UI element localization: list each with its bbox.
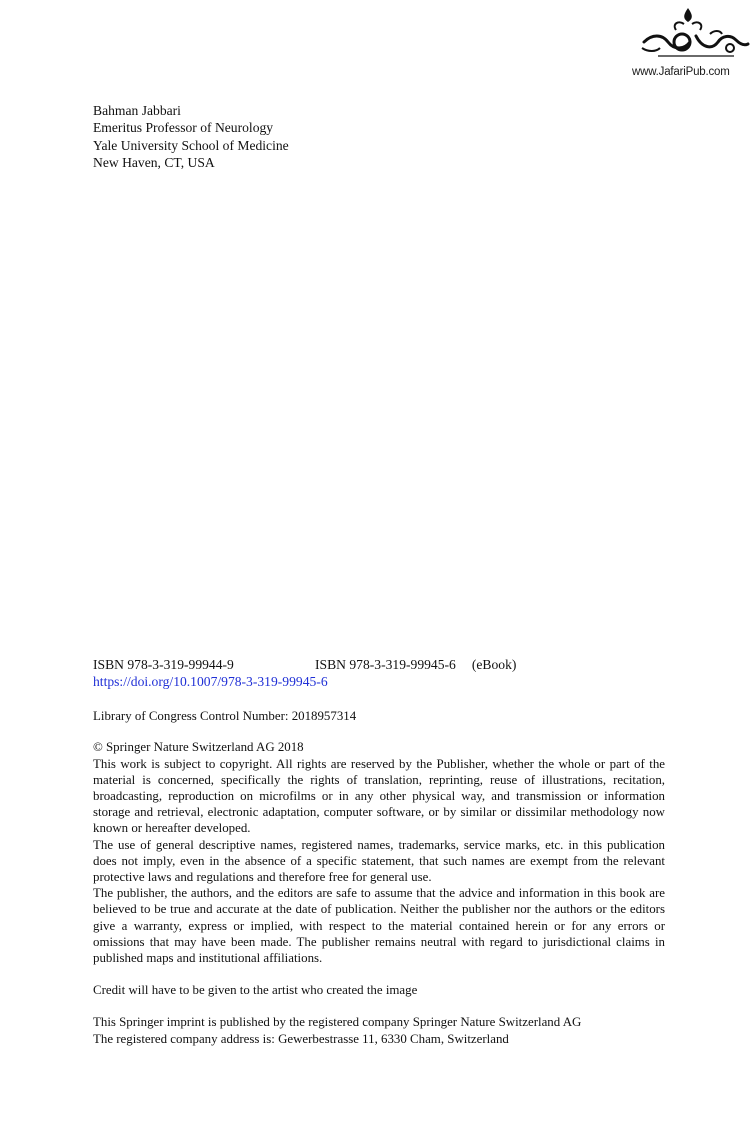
disclaimer-paragraph: The publisher, the authors, and the editors are safe to assume that the advice and information in this book are believed to be true and accurate at the date of publication. Neither the publisher nor the authors or the editors give a warranty, express or implied, with respect to the material contained herein or for any errors or omissions that may have been made. The publisher remains neutral with regard to jurisdictional claims in published maps and institutional affiliations. <box>93 886 665 966</box>
copyright-line: © Springer Nature Switzerland AG 2018 <box>93 740 304 755</box>
trademark-paragraph: The use of general descriptive names, registered names, trademarks, service marks, etc. in this publication does not imply, even in the absence of a specific statement, that such names are exempt from the relevant protective laws and regulations and therefore free for general use. <box>93 837 665 885</box>
copyright-block <box>93 739 665 966</box>
copyright-page-block <box>93 656 665 1047</box>
author-name: Bahman Jabbari <box>93 103 181 118</box>
copyright-paragraph: This work is subject to copyright. All rights are reserved by the Publisher, whether the whole or part of the material is concerned, specifically the rights of translation, reprinting, reuse of illustrations, recitation, broadcasting, reproduction on microfilms or in any other physical way, and transmission or information storage and retrieval, electronic adaptation, computer software, or by similar or dissimilar methodology now known or hereafter developed. <box>93 756 665 836</box>
imprint-line: This Springer imprint is published by the registered company Springer Nature Switzerland AG <box>93 1015 582 1030</box>
isbn-ebook: ISBN 978-3-319-99945-6 <box>315 657 456 672</box>
isbn-ebook-note: (eBook) <box>471 657 517 672</box>
isbn-row <box>93 656 665 673</box>
watermark-url: www.JafariPub.com <box>632 66 730 78</box>
jafaripub-logo-icon <box>638 4 750 64</box>
author-block <box>93 102 289 171</box>
imprint-block <box>93 1014 665 1046</box>
isbn-print: ISBN 978-3-319-99944-9 <box>93 657 234 672</box>
image-credit: Credit will have to be given to the artist who created the image <box>93 983 418 998</box>
author-institution: Yale University School of Medicine <box>93 137 289 153</box>
lccn: Library of Congress Control Number: 2018957314 <box>93 709 357 724</box>
watermark-logo <box>632 4 754 80</box>
author-location: New Haven, CT, USA <box>93 154 215 170</box>
company-address: The registered company address is: Gewerbestrasse 11, 6330 Cham, Switzerland <box>93 1031 509 1046</box>
doi-link[interactable]: https://doi.org/10.1007/978-3-319-99945-6 <box>93 674 328 689</box>
author-title: Emeritus Professor of Neurology <box>93 120 274 136</box>
